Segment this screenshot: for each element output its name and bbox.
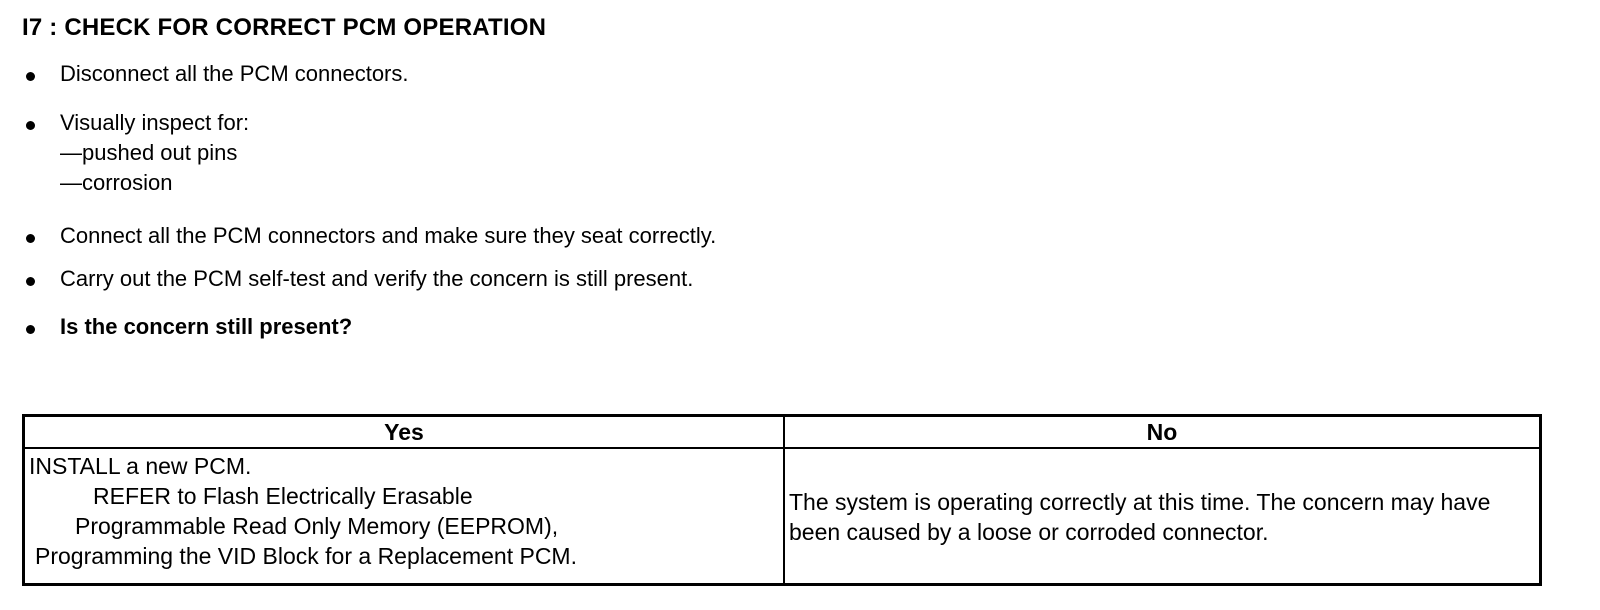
- yes-line: Programmable Read Only Memory (EEPROM),: [75, 513, 559, 539]
- no-cell: The system is operating correctly at this time. The concern may have been caused by a loose or corroded connector.: [784, 448, 1541, 585]
- yes-line: Programming the VID Block for a Replacement PCM.: [35, 543, 577, 569]
- table-row: [24, 448, 1541, 585]
- no-column-header: No: [784, 416, 1541, 449]
- table-header-row: [24, 416, 1541, 449]
- yes-line: INSTALL a new PCM.: [29, 453, 252, 479]
- result-table: [22, 414, 1542, 586]
- step-text: Disconnect all the PCM connectors.: [60, 61, 409, 86]
- question-text: Is the concern still present?: [60, 314, 353, 339]
- bullet-icon: [26, 72, 35, 81]
- yes-line: REFER to Flash Electrically Erasable: [93, 483, 473, 509]
- step-text-block: [60, 108, 249, 198]
- bullet-icon: [26, 277, 35, 286]
- page-title: I7 : CHECK FOR CORRECT PCM OPERATION: [22, 14, 547, 41]
- bullet-icon: [26, 325, 35, 334]
- step-text: Connect all the PCM connectors and make sure they seat correctly.: [60, 223, 717, 248]
- step-text: Visually inspect for:: [60, 110, 250, 135]
- yes-column-header: Yes: [24, 416, 785, 449]
- yes-cell: [24, 448, 785, 585]
- bullet-icon: [26, 121, 35, 130]
- bullet-icon: [26, 234, 35, 243]
- sub-item: —pushed out pins: [60, 140, 238, 165]
- step-text: Carry out the PCM self-test and verify the concern is still present.: [60, 266, 694, 291]
- sub-item: —corrosion: [60, 170, 173, 195]
